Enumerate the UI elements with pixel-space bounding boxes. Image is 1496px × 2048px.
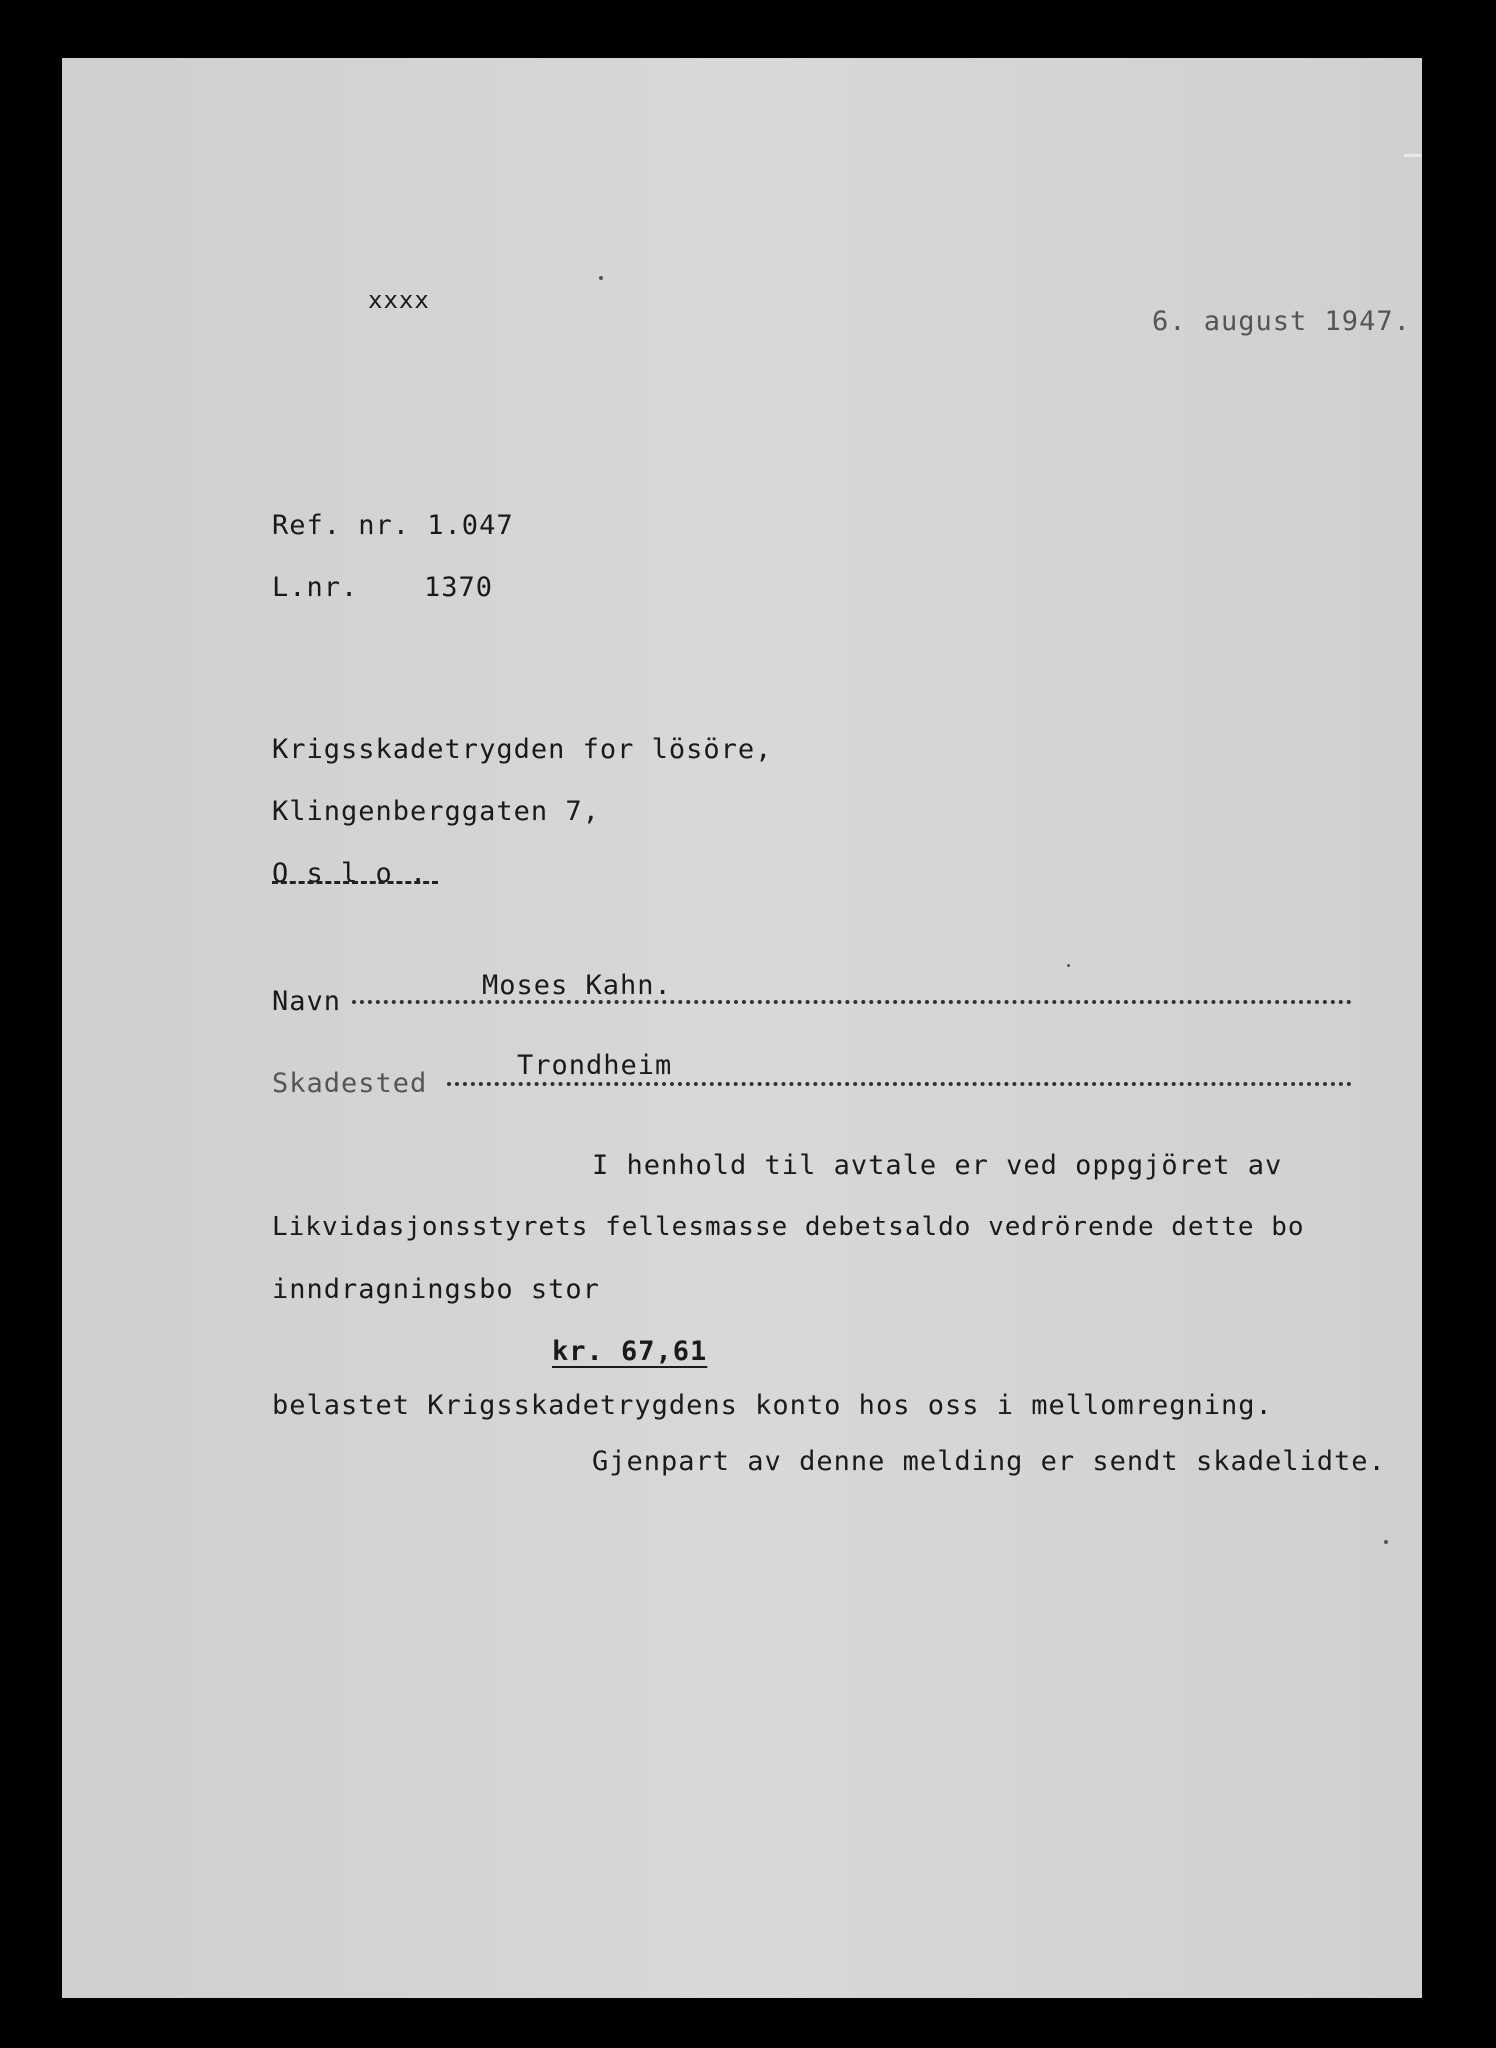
- damage-place-value: Trondheim: [517, 1050, 673, 1081]
- name-value: Moses Kahn.: [482, 970, 672, 1001]
- paper-edge-mark: [1404, 154, 1422, 157]
- recipient-street: Klingenberggaten 7,: [272, 796, 600, 827]
- top-mark: xxxx: [368, 286, 430, 314]
- paper-speck: [1384, 1540, 1388, 1544]
- damage-place-dotted-line: [447, 1082, 1352, 1086]
- body-line-3: inndragningsbo stor: [272, 1274, 600, 1305]
- recipient-city-underline: [272, 881, 438, 884]
- document-page: [62, 58, 1422, 1998]
- paper-speck: [1067, 964, 1070, 967]
- body-line-5: Gjenpart av denne melding er sendt skadelidte.: [592, 1446, 1386, 1477]
- reference-number: Ref. nr. 1.047: [272, 510, 514, 541]
- amount: kr. 67,61: [552, 1336, 708, 1367]
- recipient-city: O s l o .: [272, 858, 428, 889]
- letter-number-value: 1370: [424, 572, 494, 603]
- body-line-4: belastet Krigsskadetrygdens konto hos oss i mellomregning.: [272, 1390, 1273, 1421]
- body-line-2: Likvidasjonsstyrets fellesmasse debetsaldo vedrörende dette bo: [272, 1212, 1305, 1242]
- body-line-1: I henhold til avtale er ved oppgjöret av: [592, 1150, 1283, 1181]
- letter-date: 6. august 1947.: [1152, 306, 1411, 337]
- damage-place-label: Skadested: [272, 1068, 428, 1099]
- name-label: Navn: [272, 986, 342, 1017]
- paper-speck: [599, 276, 603, 280]
- recipient-name: Krigsskadetrygden for lösöre,: [272, 734, 773, 765]
- letter-number-label: L.nr.: [272, 572, 359, 603]
